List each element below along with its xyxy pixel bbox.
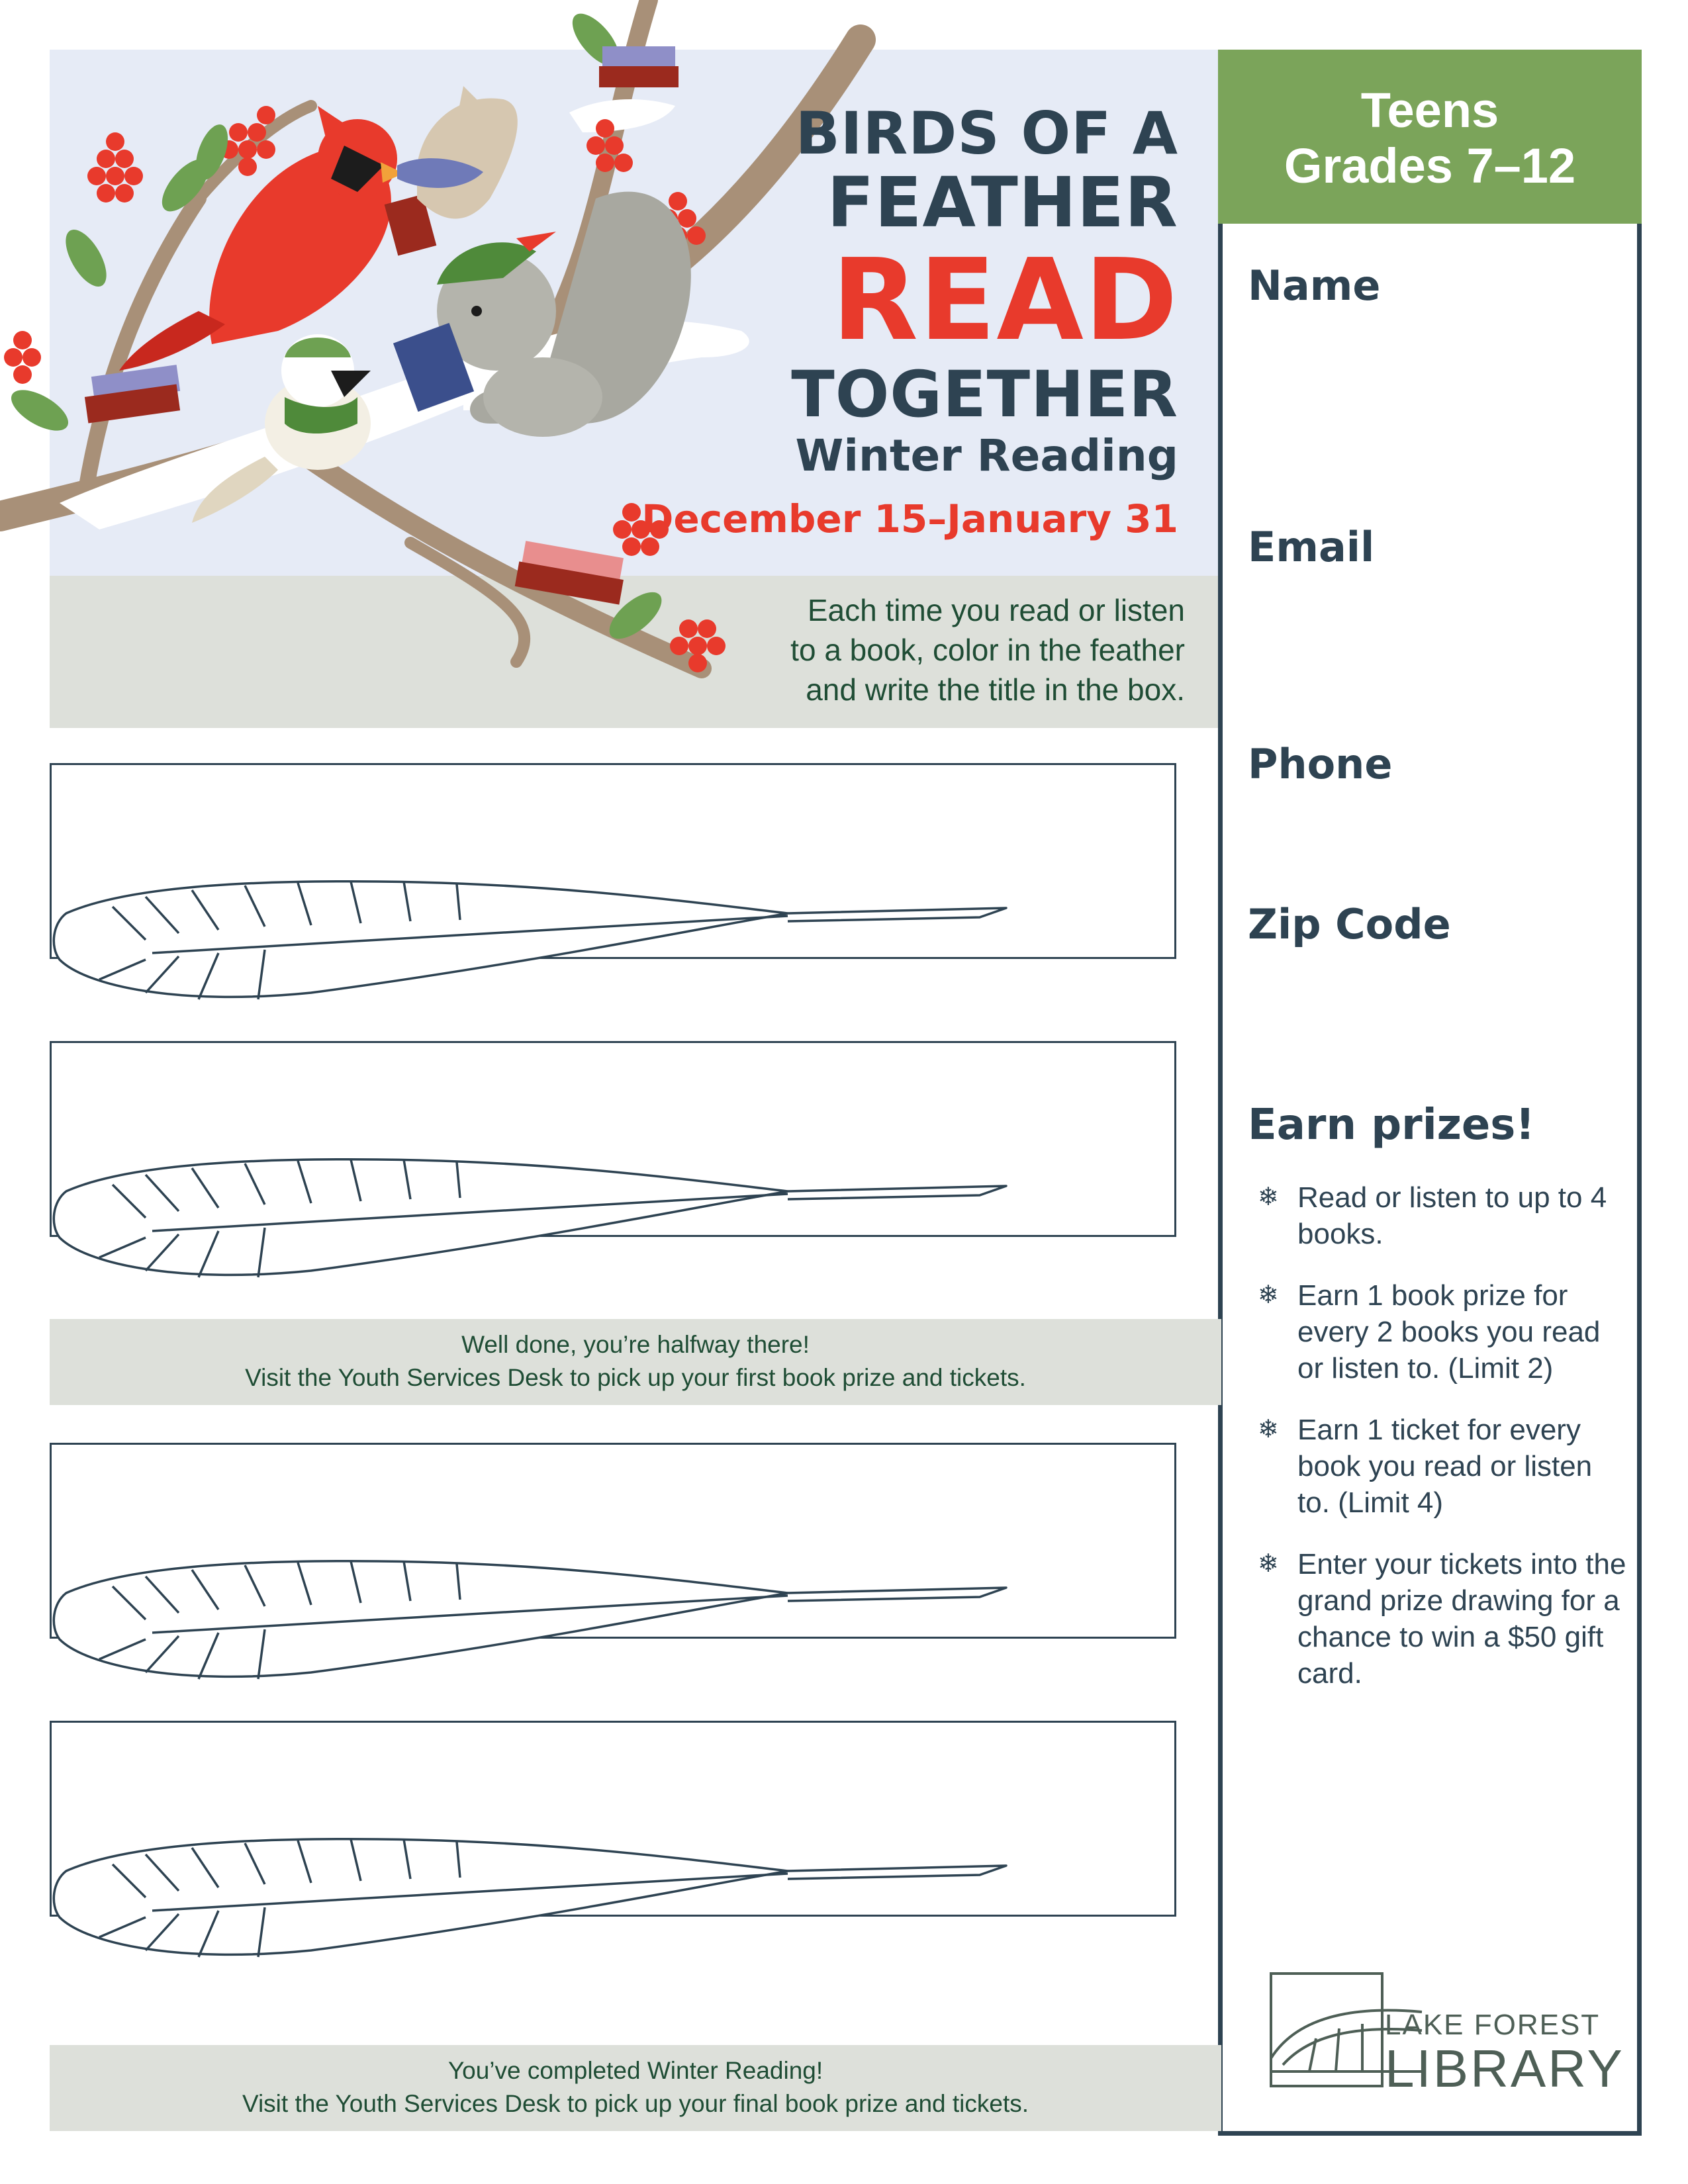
subtitle-winter-reading: Winter Reading bbox=[795, 430, 1178, 481]
logo-text-lake-forest: LAKE FOREST bbox=[1385, 2009, 1601, 2041]
logo-text-library: LIBRARY bbox=[1385, 2039, 1624, 2098]
list-item bbox=[1258, 1179, 1628, 1252]
prize-list bbox=[1258, 1179, 1628, 1717]
feather-icon bbox=[46, 1553, 1079, 1686]
prize-text: Read or listen to up to 4 books. bbox=[1297, 1181, 1607, 1250]
prize-text: Earn 1 book prize for every 2 books you read or listen to. (Limit 2) bbox=[1297, 1279, 1601, 1385]
instructions-line: to a book, color in the feather bbox=[790, 633, 1185, 667]
snowflake-icon: ❄ bbox=[1258, 1416, 1279, 1443]
snowflake-icon: ❄ bbox=[1258, 1281, 1279, 1309]
completion-message-line: Visit the Youth Services Desk to pick up your final book prize and tickets. bbox=[242, 2090, 1029, 2117]
feather-icon bbox=[46, 874, 1079, 1006]
feather-icon bbox=[46, 1152, 1079, 1284]
program-dates: December 15–January 31 bbox=[641, 496, 1178, 541]
halfway-message-line: Visit the Youth Services Desk to pick up your first book prize and tickets. bbox=[245, 1364, 1026, 1391]
phone-field-label: Phone bbox=[1248, 740, 1393, 788]
title-birds-of-a: BIRDS OF A bbox=[795, 99, 1178, 167]
list-item bbox=[1258, 1277, 1628, 1387]
prize-text: Enter your tickets into the grand prize drawing for a chance to win a $50 gift card. bbox=[1297, 1548, 1626, 1690]
instructions-line: and write the title in the box. bbox=[806, 672, 1185, 707]
title-read: READ bbox=[831, 235, 1178, 366]
snowflake-icon: ❄ bbox=[1258, 1550, 1279, 1578]
grade-range: Grades 7–12 bbox=[1284, 138, 1576, 193]
list-item bbox=[1258, 1412, 1628, 1521]
halfway-message bbox=[50, 1319, 1221, 1405]
audience-label: Teens bbox=[1360, 83, 1499, 138]
prizes-heading: Earn prizes! bbox=[1248, 1101, 1535, 1150]
completion-message-line: You’ve completed Winter Reading! bbox=[447, 2057, 823, 2084]
halfway-message-line: Well done, you’re halfway there! bbox=[461, 1331, 810, 1358]
zip-code-field-label: Zip Code bbox=[1248, 900, 1451, 948]
audience-banner bbox=[1218, 50, 1642, 225]
instructions-line: Each time you read or listen bbox=[807, 593, 1185, 627]
title-feather: FEATHER bbox=[827, 162, 1178, 243]
instructions bbox=[669, 590, 1185, 709]
title-together: TOGETHER bbox=[791, 357, 1178, 432]
feather-icon bbox=[46, 1831, 1079, 1964]
snowflake-icon: ❄ bbox=[1258, 1183, 1279, 1211]
prize-text: Earn 1 ticket for every book you read or listen to. (Limit 4) bbox=[1297, 1414, 1593, 1519]
completion-message bbox=[50, 2045, 1221, 2131]
name-field-label: Name bbox=[1248, 261, 1381, 310]
email-field-label: Email bbox=[1248, 523, 1375, 571]
list-item bbox=[1258, 1546, 1628, 1692]
